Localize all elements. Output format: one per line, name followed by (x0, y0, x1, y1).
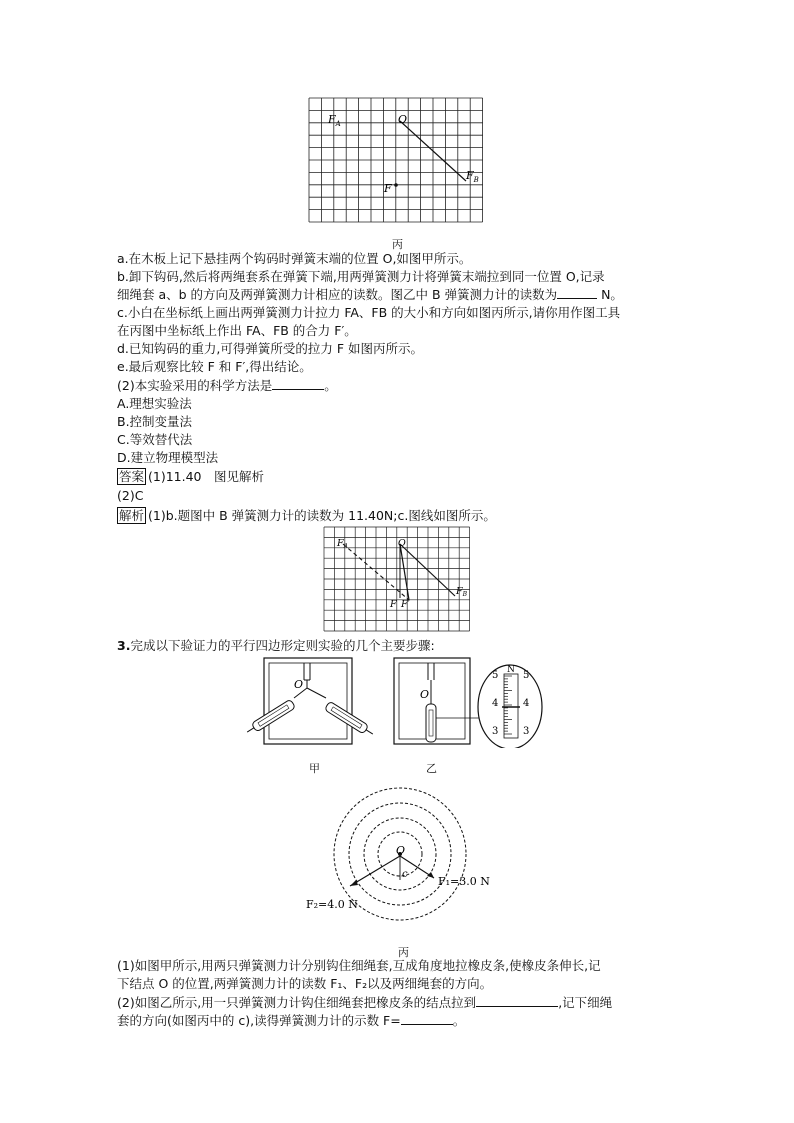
spring-scale-vertical (426, 704, 436, 742)
q2-option-b: B.控制变量法 (117, 414, 193, 429)
spring-scale-right (324, 701, 375, 738)
answer-blank-position[interactable] (476, 995, 558, 1007)
ob-segment (400, 544, 455, 596)
label-f: F (390, 599, 397, 610)
q3-number: 3. (117, 638, 131, 653)
label-o: O (398, 538, 406, 549)
q2-stem: (2)本实验采用的科学方法是 。 (117, 378, 337, 393)
label-f: F (384, 182, 392, 195)
step-a: a.在木板上记下悬挂两个钩码时弹簧末端的位置 O,如图甲所示。 (117, 251, 472, 266)
q3-step2-line2: 套的方向(如图丙中的 c),读得弹簧测力计的示数 F= 。 (117, 1013, 466, 1028)
step-e: e.最后观察比较 F 和 F′,得出结论。 (117, 359, 312, 374)
analysis-line: 解析 (1)b.题图中 B 弹簧测力计的读数为 11.40N;c.图线如图所示。 (119, 508, 496, 523)
o-label: O (294, 678, 304, 691)
step-c-line2: 在丙图中坐标纸上作出 FA、FB 的合力 F′。 (117, 323, 357, 338)
fig-jia (246, 656, 378, 748)
o-label: O (396, 844, 406, 857)
o-label: O (420, 688, 430, 701)
answer-blank-b[interactable] (557, 287, 597, 299)
f2-label: F₂=4.0 N (306, 898, 358, 911)
q3-step2-line1: (2)如图乙所示,用一只弹簧测力计钩住细绳套把橡皮条的结点拉到 ,记下细绳 (117, 995, 613, 1010)
analysis-tag: 解析 (119, 508, 145, 523)
q3-step1-line1: (1)如图甲所示,用两只弹簧测力计分别钩住细绳套,互成角度地拉橡皮条,使橡皮条伸长,记 (117, 958, 601, 973)
q3-intro: 3.完成以下验证力的平行四边形定则实验的几个主要步骤: (117, 638, 435, 653)
q2-option-a: A.理想实验法 (117, 396, 192, 411)
label-fa: $F_A$ (328, 113, 341, 128)
grid-figure-solution (323, 526, 471, 632)
scale-unit: N (507, 665, 515, 675)
fig-bing-caption: 丙 (392, 238, 403, 251)
step-c-line1: c.小白在坐标纸上画出两弹簧测力计拉力 FA、FB 的大小和方向如图丙所示,请你用作图工具 (117, 305, 621, 320)
answer-blank-force[interactable] (401, 1013, 453, 1025)
answer-line1: 答案 (1)11.40 图见解析 (119, 469, 265, 484)
label-o: O (398, 113, 408, 126)
svg-text:4: 4 (523, 698, 530, 709)
q2-option-c: C.等效替代法 (117, 432, 193, 447)
svg-text:3: 3 (492, 726, 499, 737)
svg-text:3: 3 (523, 726, 530, 737)
grid-figure-bing (308, 97, 484, 225)
fig-yi (392, 656, 552, 748)
fig-bing-circles-caption: 丙 (398, 946, 409, 959)
label-fprime: F′ (401, 599, 410, 610)
step-d: d.已知钩码的重力,可得弹簧所受的拉力 F 如图丙所示。 (117, 341, 424, 356)
fig-bing-circles (300, 784, 500, 940)
answer-line2: (2)C (117, 488, 144, 503)
fig-yi-caption: 乙 (426, 762, 437, 775)
f1-label: F₁=3.0 N (438, 875, 490, 888)
c-label: c (402, 869, 408, 880)
step-b-line2: 细绳套 a、b 的方向及两弹簧测力计相应的读数。图乙中 B 弹簧测力计的读数为 N。 (117, 287, 623, 302)
label-fa: $F_A$ (337, 538, 348, 550)
label-fb: $F_B$ (466, 169, 479, 184)
o-to-fprime (400, 544, 409, 600)
svg-text:5: 5 (523, 670, 530, 681)
answer-blank-q2[interactable] (272, 378, 324, 390)
fig-jia-caption: 甲 (309, 762, 320, 775)
f-dot (394, 183, 398, 187)
label-fb: $F_B$ (456, 586, 468, 598)
svg-text:4: 4 (492, 698, 499, 709)
svg-text:5: 5 (492, 670, 499, 681)
q3-step1-line2: 下结点 O 的位置,两弹簧测力计的读数 F₁、F₂以及两细绳套的方向。 (117, 976, 493, 991)
answer-tag: 答案 (119, 469, 145, 484)
spring-scale-left (246, 699, 296, 736)
step-b-line1: b.卸下钩码,然后将两绳套系在弹簧下端,用两弹簧测力计将弹簧末端拉到同一位置 O,记录 (117, 269, 605, 284)
q2-option-d: D.建立物理模型法 (117, 450, 219, 465)
f2-vector (350, 856, 400, 886)
